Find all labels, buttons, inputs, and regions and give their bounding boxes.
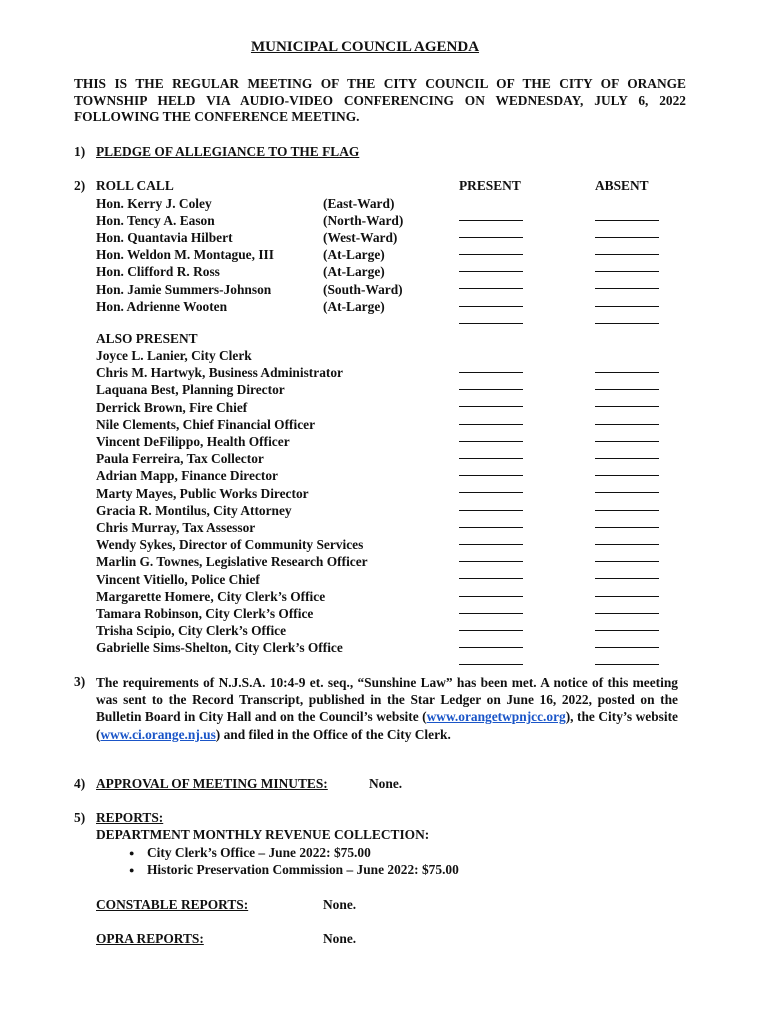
present-check-line[interactable] [459, 636, 523, 652]
present-check-line[interactable] [459, 516, 523, 532]
staff-member-name: Chris M. Hartwyk, Business Administrator [96, 365, 343, 381]
absent-check-line[interactable] [595, 619, 659, 635]
present-check-line[interactable] [459, 619, 523, 635]
absent-check-line[interactable] [595, 550, 659, 566]
opra-reports-value: None. [323, 931, 357, 946]
absent-column-header: ABSENT [595, 178, 649, 193]
staff-member-name: Nile Clements, Chief Financial Officer [96, 416, 316, 432]
item-1-heading: PLEDGE OF ALLEGIANCE TO THE FLAG [96, 144, 360, 159]
notice-text-c: ) and filed in the Office of the City Clerk. [215, 726, 451, 742]
present-check-line[interactable] [459, 430, 523, 446]
absent-check-line[interactable] [595, 277, 659, 293]
absent-check-line[interactable] [595, 243, 659, 259]
intro-paragraph: THIS IS THE REGULAR MEETING OF THE CITY COUNCIL OF THE CITY OF ORANGE TOWNSHIP HELD VIA AUDIO-VIDEO CONFERENCING ON WEDNESDAY, JULY 6, 2022 FOLLOWING THE CONFERENCE MEETING. [74, 76, 686, 125]
absent-check-line[interactable] [595, 447, 659, 463]
staff-member-name: Vincent DeFilippo, Health Officer [96, 434, 290, 449]
notice-text-a: The requirements of N.J.S.A. 10:4-9 et. seq., “Sunshine Law” has been met. A notice of this meeting was sent to the Record Transcript, published in the Star Ledger on June 16, 2022, posted on the Bulletin Board in City Hall and on the Council’s website ( [96, 675, 678, 725]
council-member-ward: (South-Ward) [323, 281, 403, 297]
present-check-line[interactable] [459, 464, 523, 480]
constable-reports-heading: CONSTABLE REPORTS: [96, 897, 249, 912]
council-website-link[interactable]: www.orangetwpnjcc.org [426, 709, 566, 725]
council-member-name: Hon. Tency A. Eason [96, 213, 215, 229]
staff-member-name: Wendy Sykes, Director of Community Services [96, 537, 364, 553]
present-check-line[interactable] [459, 226, 523, 242]
council-member-name: Hon. Clifford R. Ross [96, 264, 220, 280]
constable-reports-value: None. [323, 897, 357, 912]
present-check-line[interactable] [459, 447, 523, 463]
present-check-line[interactable] [459, 209, 523, 225]
reports-heading: REPORTS: [96, 810, 164, 825]
present-check-line[interactable] [459, 653, 523, 669]
present-check-line[interactable] [459, 585, 523, 601]
council-member-name: Hon. Adrienne Wooten [96, 298, 228, 314]
present-check-line[interactable] [459, 499, 523, 515]
opra-reports-heading: OPRA REPORTS: [96, 931, 204, 946]
absent-check-line[interactable] [595, 226, 659, 242]
revenue-collection-heading: DEPARTMENT MONTHLY REVENUE COLLECTION: [96, 827, 430, 842]
also-present-heading: ALSO PRESENT [96, 331, 198, 346]
absent-check-line[interactable] [595, 413, 659, 429]
council-member-name: Hon. Kerry J. Coley [96, 196, 212, 211]
staff-member-name: Laquana Best, Planning Director [96, 382, 285, 398]
staff-member-name: Chris Murray, Tax Assessor [96, 520, 256, 535]
absent-check-line[interactable] [595, 636, 659, 652]
absent-check-line[interactable] [595, 585, 659, 601]
council-member-name: Hon. Jamie Summers-Johnson [96, 281, 272, 297]
absent-check-line[interactable] [595, 312, 659, 328]
present-check-line[interactable] [459, 277, 523, 293]
present-check-line[interactable] [459, 295, 523, 311]
present-column-header: PRESENT [459, 178, 521, 193]
present-check-line[interactable] [459, 378, 523, 394]
sunshine-law-notice [96, 674, 678, 743]
council-member-name: Hon. Quantavia Hilbert [96, 230, 233, 246]
page-title: MUNICIPAL COUNCIL AGENDA [250, 39, 480, 55]
present-check-line[interactable] [459, 550, 523, 566]
absent-check-line[interactable] [595, 533, 659, 549]
staff-member-name: Marlin G. Townes, Legislative Research Officer [96, 554, 368, 570]
item-2-number: 2) [74, 178, 86, 193]
item-3-number: 3) [74, 674, 86, 689]
council-member-ward: (East-Ward) [323, 196, 395, 211]
absent-check-line[interactable] [595, 209, 659, 225]
council-member-ward: (At-Large) [323, 247, 385, 263]
item-1-number: 1) [74, 144, 86, 159]
staff-member-name: Derrick Brown, Fire Chief [96, 399, 248, 415]
council-member-ward: (At-Large) [323, 298, 385, 314]
absent-check-line[interactable] [595, 378, 659, 394]
absent-check-line[interactable] [595, 430, 659, 446]
present-check-line[interactable] [459, 567, 523, 583]
absent-check-line[interactable] [595, 395, 659, 411]
absent-check-line[interactable] [595, 361, 659, 377]
absent-check-line[interactable] [595, 260, 659, 276]
present-check-line[interactable] [459, 481, 523, 497]
approval-minutes-value: None. [369, 776, 403, 791]
present-check-line[interactable] [459, 260, 523, 276]
present-check-line[interactable] [459, 312, 523, 328]
item-5-number: 5) [74, 810, 86, 825]
council-member-ward: (At-Large) [323, 264, 385, 280]
absent-check-line[interactable] [595, 481, 659, 497]
revenue-bullet-item: ● City Clerk’s Office – June 2022: $75.00 [147, 845, 371, 861]
staff-member-name: Gracia R. Montilus, City Attorney [96, 502, 292, 518]
absent-check-line[interactable] [595, 516, 659, 532]
present-check-line[interactable] [459, 413, 523, 429]
council-member-ward: (West-Ward) [323, 230, 398, 246]
staff-member-name: Adrian Mapp, Finance Director [96, 468, 278, 484]
staff-member-name: Trisha Scipio, City Clerk’s Office [96, 623, 287, 639]
council-member-ward: (North-Ward) [323, 213, 404, 229]
present-check-line[interactable] [459, 602, 523, 618]
present-check-line[interactable] [459, 395, 523, 411]
revenue-bullet-item: ● Historic Preservation Commission – June 2022: $75.00 [147, 862, 459, 878]
absent-check-line[interactable] [595, 295, 659, 311]
roll-call-heading: ROLL CALL [96, 178, 174, 193]
present-check-line[interactable] [459, 533, 523, 549]
absent-check-line[interactable] [595, 567, 659, 583]
city-website-link[interactable]: www.ci.orange.nj.us [100, 726, 216, 742]
absent-check-line[interactable] [595, 653, 659, 669]
notice-text-b: ), the City’s website ( [96, 709, 678, 742]
item-4-number: 4) [74, 776, 86, 791]
approval-minutes-heading: APPROVAL OF MEETING MINUTES: [96, 776, 328, 791]
staff-member-name: Margarette Homere, City Clerk’s Office [96, 588, 326, 604]
staff-member-name: Gabrielle Sims-Shelton, City Clerk’s Office [96, 640, 343, 656]
staff-member-name: Marty Mayes, Public Works Director [96, 485, 309, 501]
staff-member-name: Tamara Robinson, City Clerk’s Office [96, 606, 314, 621]
council-member-name: Hon. Weldon M. Montague, III [96, 247, 274, 263]
staff-member-name: Joyce L. Lanier, City Clerk [96, 348, 252, 363]
staff-member-name: Vincent Vitiello, Police Chief [96, 571, 260, 587]
absent-check-line[interactable] [595, 464, 659, 480]
absent-check-line[interactable] [595, 499, 659, 515]
absent-check-line[interactable] [595, 602, 659, 618]
present-check-line[interactable] [459, 361, 523, 377]
staff-member-name: Paula Ferreira, Tax Collector [96, 451, 264, 467]
present-check-line[interactable] [459, 243, 523, 259]
